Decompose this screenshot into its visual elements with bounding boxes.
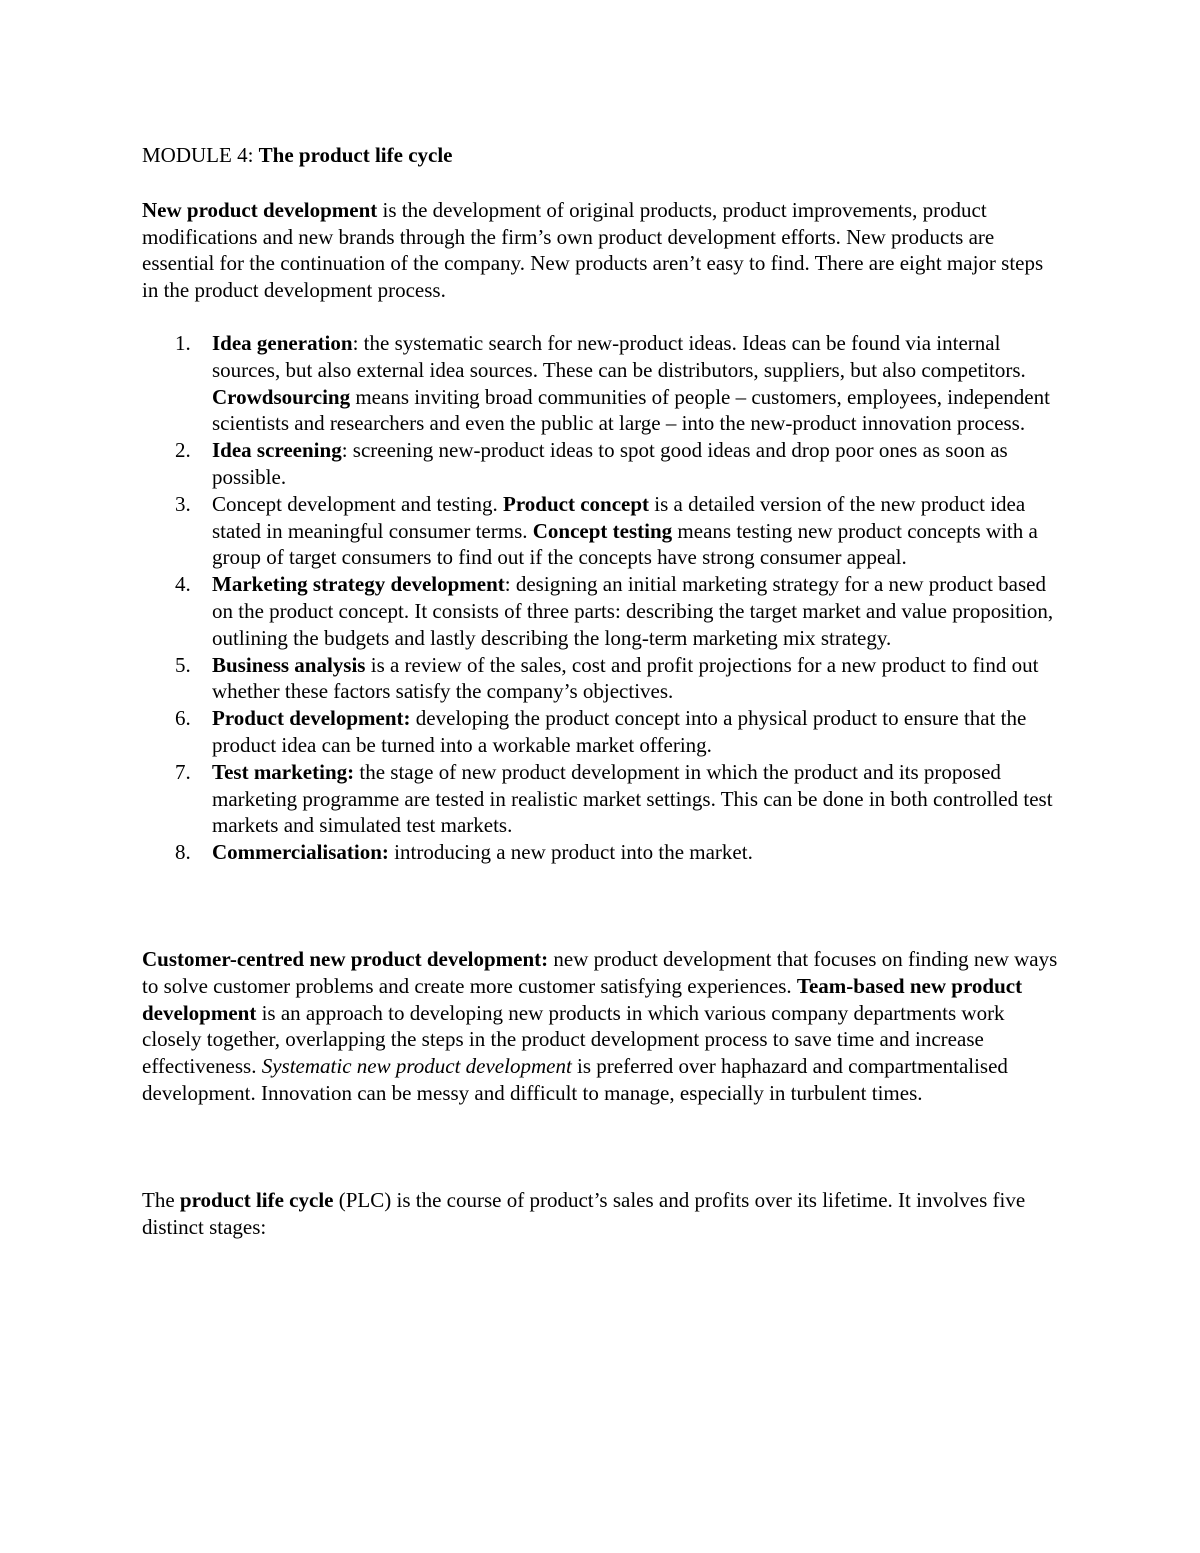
plc-paragraph	[142, 1187, 1062, 1241]
plc-lead: The	[142, 1187, 180, 1212]
list-item-number: 1.	[175, 330, 191, 355]
page-title	[142, 142, 1062, 169]
list-item-lead: Concept development and testing.	[212, 491, 504, 516]
list-item-text-secondary: means testing new product concepts with a group of target consumers to find out if the concepts have strong consumer appeal.	[212, 518, 1038, 570]
list-item-number: 8.	[175, 840, 191, 865]
plc-text: (PLC) is the course of product’s sales and profits over its lifetime. It involves five distinct stages:	[142, 1187, 1026, 1239]
systematic-term: Systematic new product development	[261, 1054, 572, 1079]
development-steps-list	[142, 330, 1062, 866]
list-item-term: Product development:	[212, 706, 411, 731]
list-item	[142, 652, 1062, 706]
title-main: The product life cycle	[258, 143, 453, 167]
list-item-text: : screening new-product ideas to spot good ideas and drop poor ones as soon as possible.	[212, 438, 1008, 489]
customer-centred-text: new product development that focuses on finding new ways to solve customer problems and create more customer satisfying experiences.	[142, 946, 1058, 998]
list-item-text: is a review of the sales, cost and profit projections for a new product to find out whether these factors satisfy the company’s objectives.	[212, 652, 1039, 704]
document-body	[142, 142, 1062, 1240]
list-item-text: developing the product concept into a physical product to ensure that the product idea can be turned into a workable market offering.	[212, 706, 1027, 757]
list-item-number: 4.	[175, 572, 191, 597]
list-item-term: Marketing strategy development	[212, 572, 505, 597]
list-item-text: : designing an initial marketing strategy for a new product based on the product concept. It consists of three parts: describing the target market and value proposition, outlining the budgets and lastly describing the long-term marketing mix strategy.	[212, 572, 1054, 650]
list-item	[142, 705, 1062, 759]
intro-text: is the development of original products, product improvements, product modifications and new brands through the firm’s own product development efforts. New products are essential for the continuation of the company. New products aren’t easy to find. There are eight major steps in the product development process.	[142, 197, 1044, 303]
list-item-number: 2.	[175, 438, 191, 463]
plc-term: product life cycle	[179, 1187, 334, 1212]
list-item-text-secondary: means inviting broad communities of people – customers, employees, independent scientists and researchers and even the public at large – into the new-product innovation process.	[212, 384, 1050, 436]
list-item-text: the stage of new product development in which the product and its proposed marketing programme are tested in realistic market settings. This can be done in both controlled test markets and simulated test markets.	[212, 759, 1053, 838]
list-item-term: Idea generation	[212, 330, 353, 355]
list-item	[142, 759, 1062, 839]
list-item-term-secondary: Concept testing	[532, 518, 673, 543]
list-item-term: Test marketing:	[212, 759, 355, 784]
list-item-term: Commercialisation:	[212, 840, 389, 865]
list-item-number: 7.	[175, 759, 191, 784]
list-item	[142, 491, 1062, 571]
team-based-term: Team-based new product development	[142, 973, 1023, 1025]
list-item	[142, 330, 1062, 437]
list-item-term: Idea screening	[212, 438, 342, 463]
list-item	[142, 437, 1062, 491]
team-based-text: is an approach to developing new products in which various company departments work closely together, overlapping the steps in the product development process to save time and increase effectiveness.	[142, 1000, 1005, 1079]
list-item-text: : the systematic search for new-product ideas. Ideas can be found via internal sources, but also external idea sources. These can be distributors, suppliers, but also competitors.	[212, 330, 1026, 382]
list-item-number: 3.	[175, 491, 191, 516]
list-item	[142, 839, 1062, 866]
customer-centred-term: Customer-centred new product development:	[142, 946, 549, 971]
list-item-number: 5.	[175, 652, 191, 677]
list-item-text: introducing a new product into the market.	[388, 840, 753, 865]
list-item-text: is a detailed version of the new product idea stated in meaningful consumer terms.	[212, 491, 1026, 543]
systematic-text: is preferred over haphazard and compartmentalised development. Innovation can be messy and difficult to manage, especially in turbulent times.	[142, 1054, 1008, 1105]
intro-term: New product development	[142, 197, 378, 222]
list-item	[142, 571, 1062, 651]
list-item-number: 6.	[175, 706, 191, 731]
team-development-paragraph	[142, 946, 1062, 1107]
list-item-term: Business analysis	[212, 652, 366, 677]
list-item-term: Product concept	[503, 491, 650, 516]
intro-paragraph	[142, 197, 1062, 304]
title-prefix: MODULE 4:	[142, 143, 259, 167]
list-item-term-secondary: Crowdsourcing	[212, 384, 351, 409]
